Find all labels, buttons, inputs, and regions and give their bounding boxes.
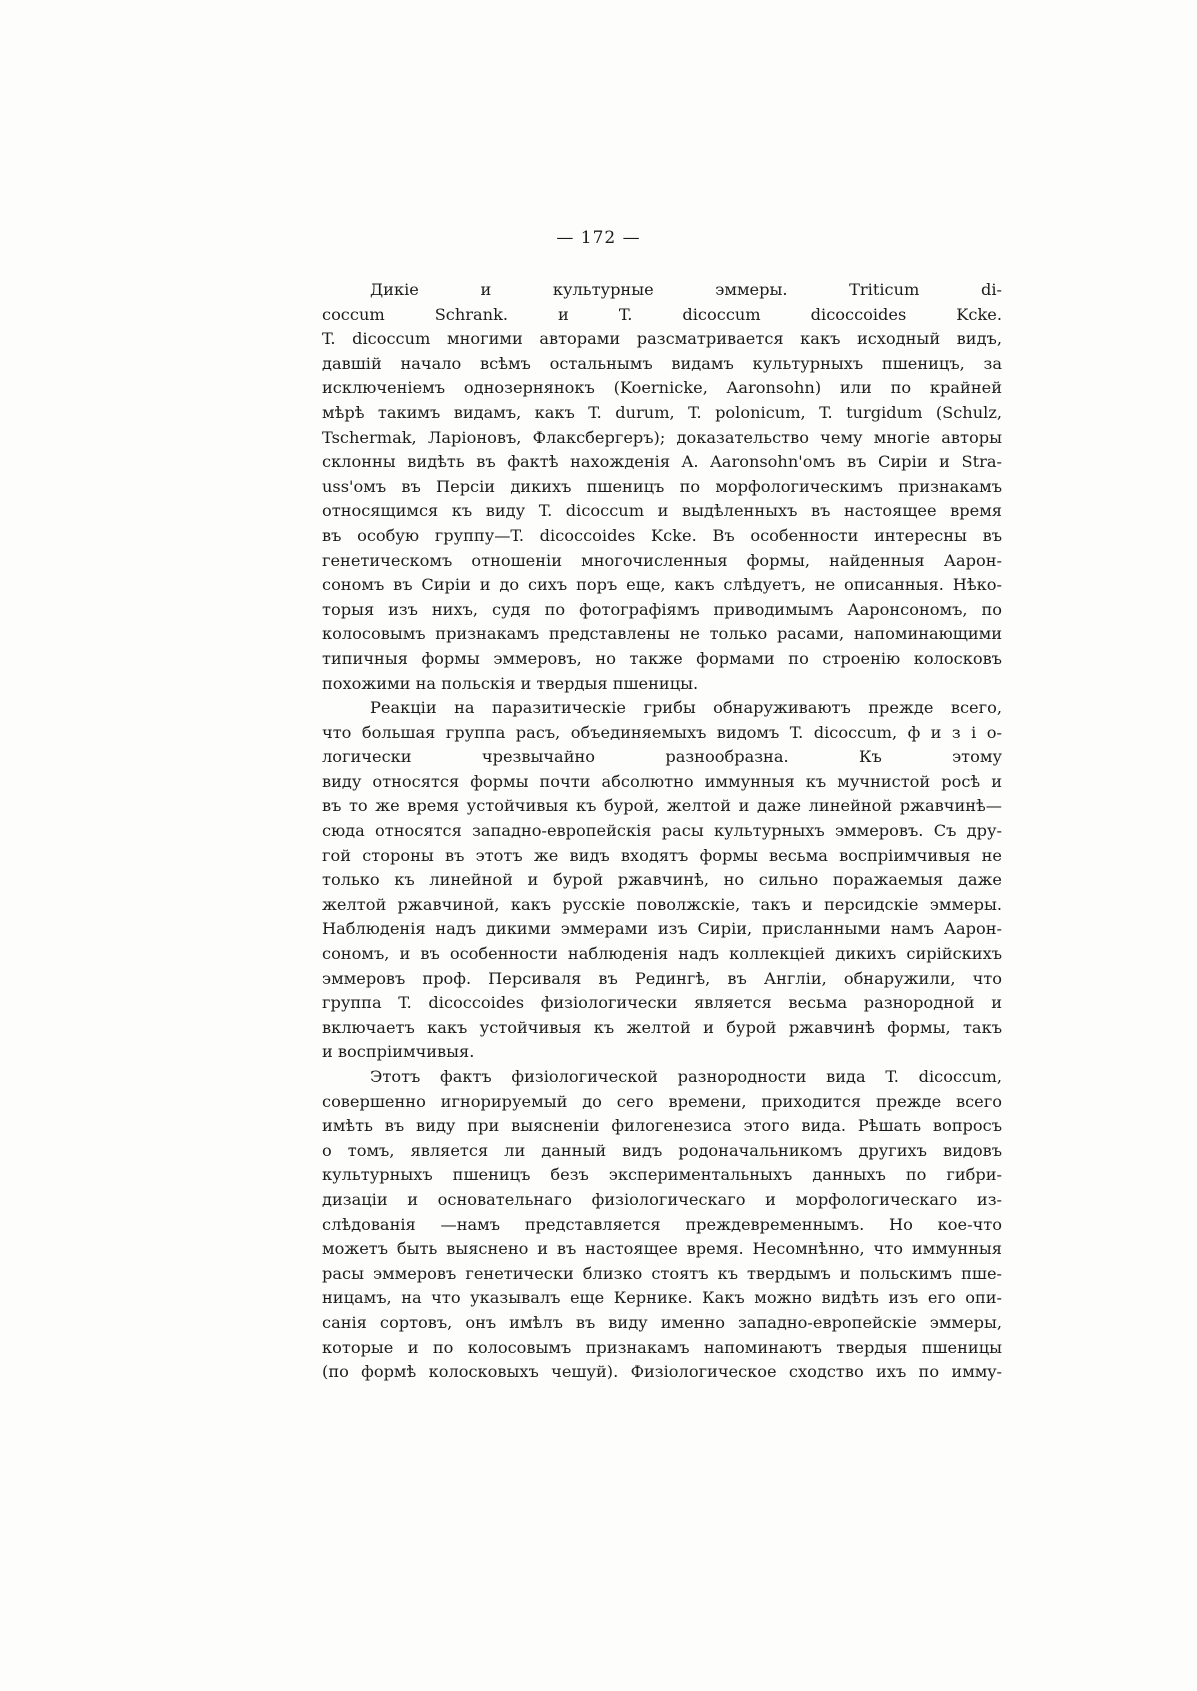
text-line: Наблюденія надъ дикими эммерами изъ Сиріи, присланными намъ Аарон- <box>322 919 1002 939</box>
text-line: въ особую группу—T. dicoccoides Kcke. Въ особенности интересны въ <box>322 525 1002 545</box>
text-line: (по формѣ колосковыхъ чешуй). Физіологическое сходство ихъ по иммy- <box>322 1362 1002 1382</box>
paragraph-3 <box>322 1065 1002 1385</box>
text-line: логически чрезвычайно разнообразна. Къ этому <box>322 747 1002 767</box>
text-line: расы эммеровъ генетически близко стоятъ къ твердымъ и польскимъ пше- <box>322 1263 1002 1283</box>
text-line: которые и по колосовымъ признакамъ напоминаютъ твердыя пшеницы <box>322 1337 1002 1357</box>
text-line: культурныхъ пшеницъ безъ экспериментальныхъ данныхъ по гибри- <box>322 1165 1002 1185</box>
text-line: имѣть въ виду при выясненіи филогенезиса этого вида. Рѣшать вопросъ <box>322 1116 1002 1136</box>
text-line: сономъ въ Сиріи и до сихъ поръ еще, какъ слѣдуетъ, не описанныя. Нѣко- <box>322 575 1002 595</box>
body-text <box>322 278 1002 1385</box>
text-line: Tschermak, Ларіоновъ, Флаксбергеръ); доказательство чему многіе авторы <box>322 427 1002 447</box>
text-line: виду относятся формы почти абсолютно иммунныя къ мучнистой росѣ и <box>322 771 1002 791</box>
text-line: желтой ржавчиной, какъ русскіе поволжскіе, такъ и персидскіе эммеры. <box>322 894 1002 914</box>
text-line: генетическомъ отношеніи многочисленныя формы, найденныя Аарон- <box>322 550 1002 570</box>
text-line: типичныя формы эммеровъ, но также формами по строенію колосковъ <box>322 648 1002 668</box>
text-line: сюда относятся западно-европейскія расы культурныхъ эммеровъ. Съ дру- <box>322 821 1002 841</box>
text-line: относящимся къ виду T. dicoccum и выдѣленныхъ въ настоящее время <box>322 501 1002 521</box>
text-line: торыя изъ нихъ, судя по фотографіямъ приводимымъ Ааронсономъ, по <box>322 599 1002 619</box>
text-line: исключеніемъ однозернянокъ (Koernicke, Aaronsohn) или по крайней <box>322 378 1002 398</box>
text-line: сономъ, и въ особенности наблюденія надъ коллекціей дикихъ сирійскихъ <box>322 944 1002 964</box>
text-line: включаетъ какъ устойчивыя къ желтой и бурой ржавчинѣ формы, такъ <box>322 1017 1002 1037</box>
text-line: Этотъ фактъ физіологической разнородности вида T. dicoccum, <box>370 1067 1002 1086</box>
text-line: слѣдованія —намъ представляется преждевременнымъ. Но кое-что <box>322 1214 1002 1234</box>
text-line: Реакціи на паразитическіе грибы обнаруживаютъ прежде всего, <box>370 698 1002 718</box>
text-line: санія сортовъ, онъ имѣлъ въ виду именно западно-европейскіе эммеры, <box>322 1312 1002 1332</box>
text-line: можетъ быть выяснено и въ настоящее время. Несомнѣнно, что иммунныя <box>322 1239 1002 1259</box>
text-line: гой стороны въ этотъ же видъ входятъ формы весьма воспріимчивыя не <box>322 845 1002 865</box>
text-line: coccum Schrank. и T. dicoccum dicoccoides Kcke. <box>322 304 1002 324</box>
text-line: только къ линейной и бурой ржавчинѣ, но сильно поражаемыя даже <box>322 870 1002 890</box>
text-line: похожими на польскія и твердыя пшеницы. <box>322 673 699 693</box>
text-line: колосовымъ признакамъ представлены не только расами, напоминающими <box>322 624 1002 644</box>
text-line: дизаціи и основательнаго физіологическаго и морфологическаго из- <box>322 1189 1002 1209</box>
paragraph-1 <box>322 278 1002 696</box>
text-line: эммеровъ проф. Персиваля въ Редингѣ, въ Англіи, обнаружили, что <box>322 968 1002 988</box>
text-line: группа T. dicoccoides физіологически является весьма разнородной и <box>322 993 1002 1013</box>
text-line: о томъ, является ли данный видъ родоначальникомъ другихъ видовъ <box>322 1140 1002 1160</box>
text-line: и воспріимчивыя. <box>322 1042 475 1062</box>
text-line: uss'омъ въ Персіи дикихъ пшеницъ по морфологическимъ признакамъ <box>322 476 1002 496</box>
page-number: — 172 — <box>556 228 641 248</box>
text-line: склонны видѣть въ фактѣ нахожденія A. Aaronsohn'омъ въ Сиріи и Stra- <box>322 452 1002 472</box>
text-line: въ то же время устойчивыя къ бурой, желтой и даже линейной ржавчинѣ— <box>322 796 1002 816</box>
text-line: совершенно игнорируемый до сего времени, приходится прежде всего <box>322 1091 1002 1111</box>
text-line: ницамъ, на что указывалъ еще Кернике. Какъ можно видѣть изъ его опи- <box>322 1288 1002 1308</box>
text-line: Дикіе и культурные эммеры. Triticum di- <box>370 280 1002 299</box>
text-line: мѣрѣ такимъ видамъ, какъ T. durum, T. polonicum, T. turgidum (Schulz, <box>322 402 1002 422</box>
text-line: давшій начало всѣмъ остальнымъ видамъ культурныхъ пшеницъ, за <box>322 353 1002 373</box>
text-line: T. dicoccum многими авторами разсматривается какъ исходный видъ, <box>322 329 1002 349</box>
paragraph-2 <box>322 696 1002 1065</box>
text-line: что большая группа расъ, объединяемыхъ видомъ T. dicoccum, ф и з і о- <box>322 722 1002 742</box>
